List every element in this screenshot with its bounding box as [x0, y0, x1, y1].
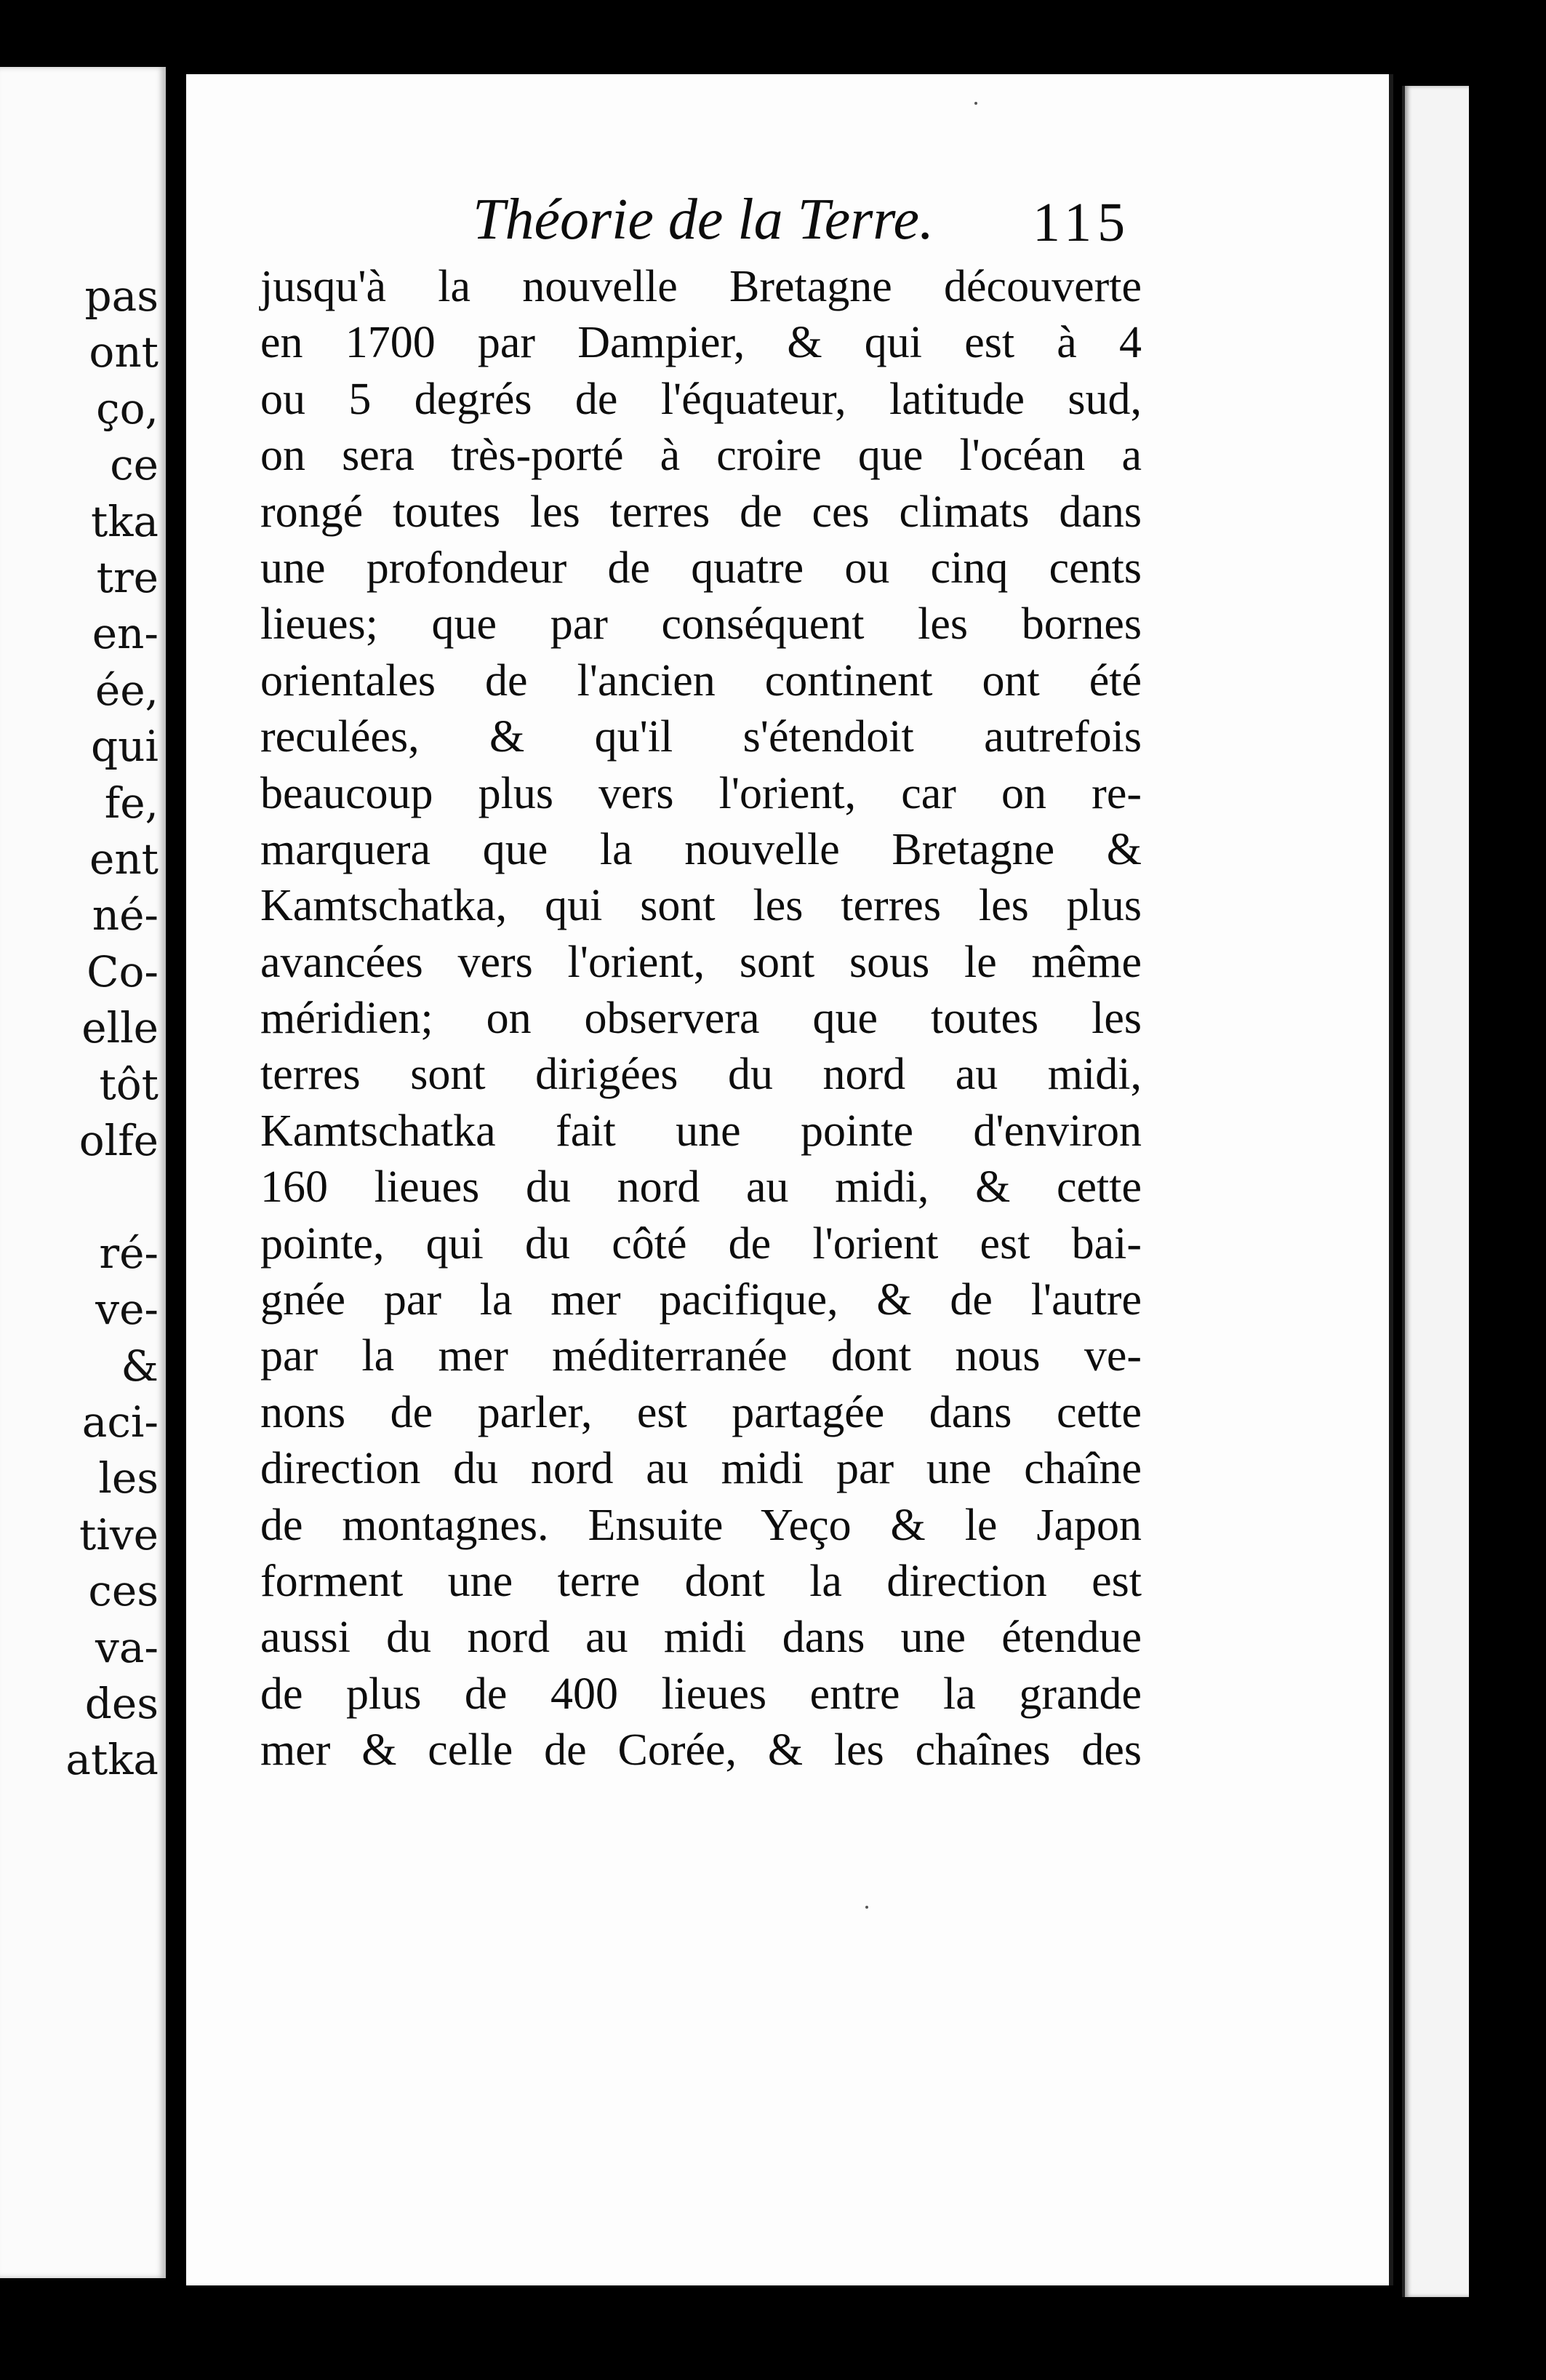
- left-page-line-fragment: fe,: [104, 778, 159, 828]
- text-line: de montagnes. Ensuite Yeço & le Japon: [260, 1500, 1142, 1550]
- left-page-line-fragment: Co-: [87, 946, 159, 997]
- left-facing-page: [0, 67, 166, 2278]
- left-page-line-fragment: ce: [110, 440, 159, 490]
- left-page-line-fragment: tre: [96, 553, 159, 602]
- text-line: direction du nord au midi par une chaîne: [260, 1444, 1142, 1494]
- left-page-line-fragment: ent: [89, 834, 159, 884]
- paper-speck: [974, 102, 977, 105]
- text-line: de plus de 400 lieues entre la grande: [260, 1669, 1142, 1719]
- text-line: pointe, qui du côté de l'orient est bai-: [260, 1218, 1142, 1269]
- text-line: en 1700 par Dampier, & qui est à 4: [260, 318, 1142, 368]
- running-head: Théorie de la Terre.: [473, 188, 934, 252]
- text-line: orientales de l'ancien continent ont été: [260, 655, 1142, 706]
- paper-speck: [865, 1906, 868, 1909]
- text-line: mer & celle de Corée, & les chaînes des: [260, 1725, 1142, 1776]
- text-line: jusqu'à la nouvelle Bretagne découverte: [260, 262, 1142, 311]
- text-line: aussi du nord au midi dans une étendue: [260, 1613, 1142, 1663]
- page-edge-right: [1402, 86, 1469, 2297]
- left-page-line-fragment: atka: [65, 1735, 159, 1785]
- left-page-line-fragment: olfe: [79, 1116, 159, 1165]
- left-page-line-fragment: ces: [88, 1566, 159, 1616]
- text-line: avancées vers l'orient, sont sous le même: [260, 937, 1142, 987]
- text-line: 160 lieues du nord au midi, & cette: [260, 1162, 1142, 1213]
- text-line: beaucoup plus vers l'orient, car on re-: [260, 768, 1142, 818]
- left-page-line-fragment: va-: [95, 1622, 159, 1672]
- text-line: par la mer méditerranée dont nous ve-: [260, 1331, 1142, 1381]
- text-line: terres sont dirigées du nord au midi,: [260, 1050, 1142, 1100]
- text-line: Kamtschatka fait une pointe d'environ: [260, 1106, 1142, 1156]
- left-page-line-fragment: tive: [79, 1509, 159, 1560]
- left-page-line-fragment: ré-: [99, 1228, 159, 1278]
- left-page-line-fragment: né-: [92, 890, 159, 941]
- left-page-line-fragment: &: [121, 1341, 159, 1391]
- left-page-line-fragment: ço,: [96, 383, 159, 434]
- text-line: reculées, & qu'il s'étendoit autrefois: [260, 712, 1142, 762]
- text-line: ou 5 degrés de l'équateur, latitude sud,: [260, 374, 1142, 424]
- left-page-line-fragment: qui: [90, 722, 159, 772]
- left-page-line-fragment: tka: [90, 496, 159, 546]
- left-page-line-fragment: aci-: [81, 1397, 159, 1447]
- text-line: on sera très-porté à croire que l'océan a: [260, 431, 1142, 481]
- body-text: [260, 259, 1142, 1779]
- text-line: nons de parler, est partagée dans cette: [260, 1387, 1142, 1437]
- left-page-line-fragment: elle: [81, 1003, 159, 1053]
- left-page-line-fragment: en-: [92, 609, 159, 659]
- text-line: une profondeur de quatre ou cinq cents: [260, 543, 1142, 593]
- text-line: méridien; on observera que toutes les: [260, 994, 1142, 1044]
- left-page-line-fragment: ont: [89, 327, 159, 378]
- page-number: 115: [1033, 192, 1132, 253]
- text-line: marquera que la nouvelle Bretagne &: [260, 824, 1142, 874]
- text-line: lieues; que par conséquent les bornes: [260, 599, 1142, 650]
- left-page-line-fragment: pas: [84, 271, 159, 321]
- left-page-line-fragment: ée,: [95, 665, 159, 715]
- left-page-line-fragment: des: [84, 1679, 159, 1728]
- left-page-line-fragment: tôt: [99, 1059, 159, 1109]
- left-page-line-fragment: ve-: [95, 1285, 159, 1335]
- text-line: Kamtschatka, qui sont les terres les plus: [260, 881, 1142, 931]
- text-line: forment une terre dont la direction est: [260, 1556, 1142, 1606]
- text-line: rongé toutes les terres de ces climats dans: [260, 487, 1142, 537]
- left-page-line-fragment: les: [98, 1453, 159, 1504]
- text-line: gnée par la mer pacifique, & de l'autre: [260, 1275, 1142, 1325]
